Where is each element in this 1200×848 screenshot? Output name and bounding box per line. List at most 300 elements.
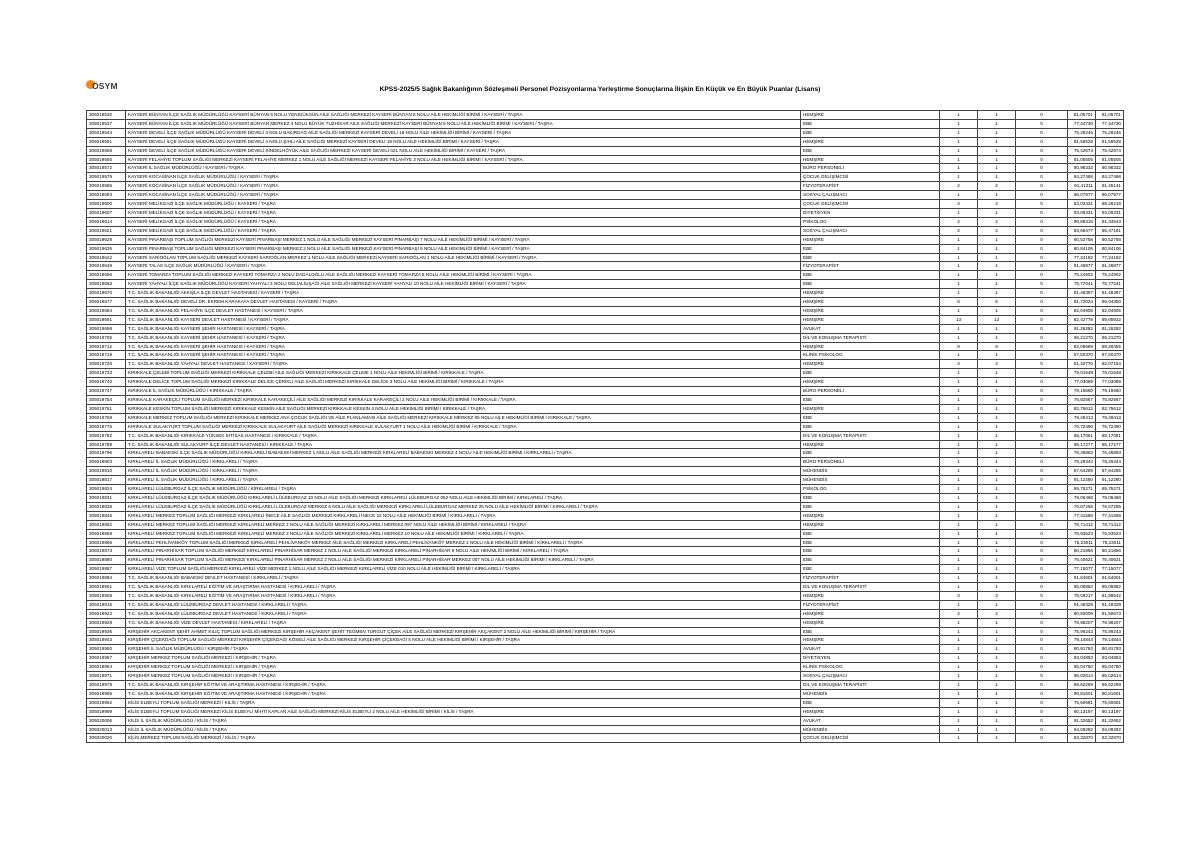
placed-cell: 1 — [978, 306, 1016, 315]
placed-cell: 1 — [978, 119, 1016, 128]
min-score-cell: 75,23011 — [1068, 538, 1096, 547]
max-score-cell: 75,60681 — [1096, 698, 1124, 707]
quota-cell: 1 — [940, 618, 978, 627]
institution-cell: KIRŞEHİR MERKEZ TOPLUM SAĞLIĞI MERKEZİ / KIRŞEHİR / TAŞRA — [126, 663, 801, 672]
title-cell: SOSYAL ÇALIŞMACI — [801, 191, 940, 200]
max-score-cell: 77,44730 — [1096, 119, 1124, 128]
table-row — [87, 369, 1124, 378]
placed-cell: 1 — [978, 396, 1016, 405]
max-score-cell: 91,64601 — [1096, 574, 1124, 583]
table-row — [87, 262, 1124, 271]
quota-cell: 1 — [940, 663, 978, 672]
placed-cell: 1 — [978, 111, 1016, 120]
institution-cell: KİLİS İL SAĞLIK MÜDÜRLÜĞÜ / KİLİS / TAŞRA — [126, 725, 801, 734]
min-score-cell: 89,62299 — [1068, 681, 1096, 690]
title-cell: EBE — [801, 271, 940, 280]
vacant-cell: 0 — [1016, 600, 1068, 609]
vacant-cell: 0 — [1016, 583, 1068, 592]
institution-cell: T.C. SAĞLIK BAKANLIĞI FELAHİYE İLÇE DEVLET HASTANESİ / KAYSERİ / TAŞRA — [126, 306, 801, 315]
position-code: 305019971 — [87, 672, 126, 681]
min-score-cell: 78,29344 — [1068, 458, 1096, 467]
institution-cell: KIRŞEHİR ÇİÇEKDAĞI TOPLUM SAĞLIĞI MERKEZİ KIRŞEHİR ÇİÇEKDAĞI KÖSELİ AİLE SAĞLIĞI MERKEZİ KIRŞEHİR ÇİÇEKDAĞI 5 NOLU AİLE HEKİMLİĞİ BİRİMİ / KIRŞEHİR / TAŞRA — [126, 636, 801, 645]
quota-cell: 1 — [940, 404, 978, 413]
min-score-cell: 80,52758 — [1068, 235, 1096, 244]
title-cell: EBE — [801, 449, 940, 458]
table-row — [87, 404, 1124, 413]
min-score-cell: 76,46863 — [1068, 449, 1096, 458]
title-cell: EBE — [801, 698, 940, 707]
title-cell: DİL VE KONUŞMA TERAPİSTİ — [801, 333, 940, 342]
position-code: 305019992 — [87, 698, 126, 707]
quota-cell: 1 — [940, 369, 978, 378]
institution-cell: T.C. SAĞLIK BAKANLIĞI KAYSERİ ŞEHİR HASTANESİ / KAYSERİ / TAŞRA — [126, 333, 801, 342]
placed-cell: 1 — [978, 681, 1016, 690]
position-code: 305019600 — [87, 200, 126, 209]
table-row — [87, 556, 1124, 565]
quota-cell: 1 — [940, 502, 978, 511]
quota-cell: 13 — [940, 315, 978, 324]
position-code: 305019873 — [87, 547, 126, 556]
placed-cell: 1 — [978, 404, 1016, 413]
vacant-cell: 0 — [1016, 155, 1068, 164]
quota-cell: 1 — [940, 574, 978, 583]
position-code: 305019579 — [87, 173, 126, 182]
placed-cell: 1 — [978, 618, 1016, 627]
min-score-cell: 91,64601 — [1068, 574, 1096, 583]
min-score-cell: 81,58528 — [1068, 137, 1096, 146]
institution-cell: KIRKLARELİ MERKEZ TOPLUM SAĞLIĞI MERKEZİ KIRKLARELİ MERKEZ 2 NOLU AİLE SAĞLIĞI MERKEZİ KIRKLARELİ MERKEZ 097 NOLU AİLE HEKİMLİĞİ BİRİMİ / KIRKLARELİ / TAŞRA — [126, 520, 801, 529]
title-cell: HEMŞİRE — [801, 707, 940, 716]
title-cell: DİL VE KONUŞMA TERAPİSTİ — [801, 583, 940, 592]
max-score-cell: 90,81601 — [1096, 689, 1124, 698]
min-score-cell: 80,84106 — [1068, 244, 1096, 253]
max-score-cell: 91,26282 — [1096, 324, 1124, 333]
institution-cell: KIRKLARELİ PEHLİVANKÖY TOPLUM SAĞLIĞI MERKEZİ KIRKLARELİ PEHLİVANKÖY MERKEZ AİLE SAĞLIĞI MERKEZİ KIRKLARELİ PEHLİVANKÖY MERKEZ 1 NOLU AİLE HEKİMLİĞİ BİRİMİ / KIRKLARELİ / TAŞRA — [126, 538, 801, 547]
placed-cell: 1 — [978, 672, 1016, 681]
min-score-cell: 75,28246 — [1068, 128, 1096, 137]
vacant-cell: 0 — [1016, 591, 1068, 600]
table-row — [87, 324, 1124, 333]
vacant-cell: 0 — [1016, 351, 1068, 360]
title-cell: DİYETİSYEN — [801, 208, 940, 217]
quota-cell: 1 — [940, 681, 978, 690]
position-code: 305019922 — [87, 609, 126, 618]
vacant-cell: 0 — [1016, 413, 1068, 422]
placed-cell: 1 — [978, 208, 1016, 217]
title-cell: EBE — [801, 253, 940, 262]
quota-cell: 1 — [940, 493, 978, 502]
position-code: 305019824 — [87, 485, 126, 494]
min-score-cell: 83,03431 — [1068, 200, 1096, 209]
position-code: 305019698 — [87, 324, 126, 333]
quota-cell: 1 — [940, 485, 978, 494]
title-cell: EBE — [801, 538, 940, 547]
institution-cell: KIRIKKALE KARAKEÇİLİ TOPLUM SAĞLIĞI MERKEZİ KIRIKKALE KARAKEÇİLİ AİLE SAĞLIĞI MERKEZİ KIRIKKALE KARAKEÇİLİ 2 NOLU AİLE HEKİMLİĞİ BİRİMİ / KIRIKKALE / TAŞRA — [126, 396, 801, 405]
vacant-cell: 0 — [1016, 493, 1068, 502]
placed-cell: 1 — [978, 574, 1016, 583]
position-code: 305019957 — [87, 654, 126, 663]
max-score-cell: 85,17277 — [1096, 440, 1124, 449]
max-score-cell: 80,21856 — [1096, 547, 1124, 556]
table-row — [87, 378, 1124, 387]
title-cell: MÜHENDİS — [801, 476, 940, 485]
title-cell: EBE — [801, 119, 940, 128]
institution-cell: KIRKLARELİ BABAESKİ İLÇE SAĞLIK MÜDÜRLÜĞÜ KIRKLARELİ BABAESKİ MERKEZ 1 NOLU AİLE SAĞLIĞI MERKEZİ KIRKLARELİ BABAESKİ MERKEZ 4 NOLU AİLE HEKİMLİĞİ BİRİMİ / KIRKLARELİ / TAŞRA — [126, 449, 801, 458]
vacant-cell: 0 — [1016, 431, 1068, 440]
min-score-cell: 75,24902 — [1068, 271, 1096, 280]
title-cell: MÜHENDİS — [801, 689, 940, 698]
quota-cell: 1 — [940, 556, 978, 565]
position-code: 305019852 — [87, 520, 126, 529]
vacant-cell: 0 — [1016, 627, 1068, 636]
min-score-cell: 75,42674 — [1068, 146, 1096, 155]
quota-cell: 1 — [940, 119, 978, 128]
quota-cell: 1 — [940, 289, 978, 298]
table-row — [87, 458, 1124, 467]
title-cell: SOSYAL ÇALIŞMACI — [801, 226, 940, 235]
table-row — [87, 244, 1124, 253]
table-row — [87, 681, 1124, 690]
max-score-cell: 87,50370 — [1096, 351, 1124, 360]
quota-cell: 1 — [940, 627, 978, 636]
institution-cell: KIRKLARELİ LÜLEBURGAZ İLÇE SAĞLIK MÜDÜRLÜĞÜ KIRKLARELİ LÜLEBURGAZ MERKEZ 6 NOLU AİLE SAĞLIĞI MERKEZİ KIRKLARELİ LÜLEBURGAZ MERKEZ 25 NOLU AİLE HEKİMLİĞİ BİRİMİ / KIRKLARELİ / TAŞRA — [126, 502, 801, 511]
title-cell: EBE — [801, 565, 940, 574]
institution-cell: KIRŞEHİR İL SAĞLIK MÜDÜRLÜĞÜ / KIRŞEHİR / TAŞRA — [126, 645, 801, 654]
placed-cell: 13 — [978, 315, 1016, 324]
quota-cell: 1 — [940, 191, 978, 200]
placed-cell: 1 — [978, 146, 1016, 155]
institution-cell: KIRIKKALE İL SAĞLIK MÜDÜRLÜĞÜ / KIRIKKALE / TAŞRA — [126, 387, 801, 396]
quota-cell: 5 — [940, 298, 978, 307]
position-code: 305019810 — [87, 467, 126, 476]
min-score-cell: 81,05505 — [1068, 155, 1096, 164]
title-cell: EBE — [801, 244, 940, 253]
position-code: 305019607 — [87, 208, 126, 217]
placed-cell: 1 — [978, 137, 1016, 146]
position-code: 305019929 — [87, 618, 126, 627]
vacant-cell: 0 — [1016, 182, 1068, 191]
position-code: 305019593 — [87, 191, 126, 200]
institution-cell: KIRIKKALE SULAKYURT TOPLUM SAĞLIĞI MERKEZİ KIRIKKALE SULAKYURT AİLE SAĞLIĞI MERKEZİ KIRIKKALE SULAKYURT 1 NOLU AİLE HEKİMLİĞİ BİRİMİ / KIRIKKALE / TAŞRA — [126, 422, 801, 431]
placed-cell: 1 — [978, 663, 1016, 672]
max-score-cell: 78,71412 — [1096, 520, 1124, 529]
position-code: 305019733 — [87, 369, 126, 378]
vacant-cell: 0 — [1016, 698, 1068, 707]
institution-cell: KAYSERİ TALAS İLÇE SAĞLIK MÜDÜRLÜĞÜ / KAYSERİ / TAŞRA — [126, 262, 801, 271]
min-score-cell: 79,01548 — [1068, 369, 1096, 378]
min-score-cell: 90,81601 — [1068, 689, 1096, 698]
vacant-cell: 0 — [1016, 520, 1068, 529]
min-score-cell: 89,75271 — [1068, 485, 1096, 494]
institution-cell: KIRIKKALE ÇELEBİ TOPLUM SAĞLIĞI MERKEZİ KIRIKKALE ÇELEBİ AİLE SAĞLIĞI MERKEZİ KIRIKKALE ÇELEBİ 1 NOLU AİLE HEKİMLİĞİ BİRİMİ / KIRIKKALE / TAŞRA — [126, 369, 801, 378]
title-cell: EBE — [801, 502, 940, 511]
table-row — [87, 351, 1124, 360]
institution-cell: KAYSERİ KOCASİNAN İLÇE SAĞLIK MÜDÜRLÜĞÜ / KAYSERİ / TAŞRA — [126, 173, 801, 182]
table-row — [87, 164, 1124, 173]
max-score-cell: 79,49413 — [1096, 413, 1124, 422]
position-code: 305020006 — [87, 716, 126, 725]
institution-cell: T.C. SAĞLIK BAKANLIĞI KAYSERİ DEVLET HASTANESİ / KAYSERİ / TAŞRA — [126, 315, 801, 324]
placed-cell: 1 — [978, 413, 1016, 422]
min-score-cell: 80,92009 — [1068, 609, 1096, 618]
min-score-cell: 81,05701 — [1068, 111, 1096, 120]
institution-cell: KAYSERİ DEVELİ İLÇE SAĞLIK MÜDÜRLÜĞÜ KAYSERİ DEVELİ 4 NOLU ŞIHLI AİLE SAĞLIĞI MERKEZİ KAYSERİ DEVELİ 19 NOLU AİLE HEKİMLİĞİ BİRİMİ / KAYSERİ / TAŞRA — [126, 137, 801, 146]
table-row — [87, 511, 1124, 520]
min-score-cell: 80,98332 — [1068, 164, 1096, 173]
institution-cell: KIRŞEHİR MERKEZ TOPLUM SAĞLIĞI MERKEZİ / KIRŞEHİR / TAŞRA — [126, 672, 801, 681]
vacant-cell: 0 — [1016, 289, 1068, 298]
min-score-cell: 85,17081 — [1068, 431, 1096, 440]
vacant-cell: 0 — [1016, 378, 1068, 387]
min-score-cell: 79,06468 — [1068, 493, 1096, 502]
placed-cell: 2 — [978, 609, 1016, 618]
table-row — [87, 217, 1124, 226]
title-cell: HEMŞİRE — [801, 591, 940, 600]
title-cell: HEMŞİRE — [801, 342, 940, 351]
table-row — [87, 734, 1124, 743]
max-score-cell: 76,40621 — [1096, 556, 1124, 565]
placed-cell: 1 — [978, 520, 1016, 529]
institution-cell: T.C. SAĞLIK BAKANLIĞI KIRŞEHİR EĞİTİM VE ARAŞTIRMA HASTANESİ / KIRŞEHİR / TAŞRA — [126, 689, 801, 698]
max-score-cell: 81,99542 — [1096, 591, 1124, 600]
quota-cell: 1 — [940, 538, 978, 547]
position-code: 305019754 — [87, 396, 126, 405]
placed-cell: 1 — [978, 698, 1016, 707]
vacant-cell: 0 — [1016, 324, 1068, 333]
quota-cell: 1 — [940, 672, 978, 681]
vacant-cell: 0 — [1016, 128, 1068, 137]
quota-cell: 1 — [940, 449, 978, 458]
position-code: 305019859 — [87, 529, 126, 538]
placed-cell: 1 — [978, 476, 1016, 485]
max-score-cell: 78,29344 — [1096, 458, 1124, 467]
placed-cell: 1 — [978, 538, 1016, 547]
quota-cell: 1 — [940, 235, 978, 244]
vacant-cell: 0 — [1016, 333, 1068, 342]
position-code: 305019887 — [87, 565, 126, 574]
min-score-cell: 78,09217 — [1068, 591, 1096, 600]
vacant-cell: 0 — [1016, 547, 1068, 556]
title-cell: HEMŞİRE — [801, 618, 940, 627]
table-row — [87, 689, 1124, 698]
max-score-cell: 78,98207 — [1096, 618, 1124, 627]
vacant-cell: 0 — [1016, 449, 1068, 458]
institution-cell: KIRKLARELİ PINARHİSAR TOPLUM SAĞLIĞI MERKEZİ KIRKLARELİ PINARHİSAR MERKEZ 2 NOLU AİLE SAĞLIĞI MERKEZİ KIRKLARELİ PINARHİSAR MERKEZ 007 NOLU AİLE HEKİMLİĞİ BİRİMİ / KIRKLARELİ / TAŞRA — [126, 556, 801, 565]
max-score-cell: 76,67255 — [1096, 502, 1124, 511]
placed-cell: 1 — [978, 164, 1016, 173]
table-row — [87, 627, 1124, 636]
position-code: 305019866 — [87, 538, 126, 547]
position-code: 305019761 — [87, 404, 126, 413]
table-row — [87, 663, 1124, 672]
placed-cell: 4 — [978, 360, 1016, 369]
vacant-cell: 0 — [1016, 645, 1068, 654]
position-code: 305020020 — [87, 734, 126, 743]
quota-cell: 1 — [940, 689, 978, 698]
table-row — [87, 119, 1124, 128]
table-row — [87, 467, 1124, 476]
table-row — [87, 672, 1124, 681]
max-score-cell: 75,23011 — [1096, 538, 1124, 547]
table-row — [87, 387, 1124, 396]
min-score-cell: 90,88315 — [1068, 217, 1096, 226]
max-score-cell: 87,64265 — [1096, 467, 1124, 476]
title-cell: BÜRO PERSONELİ — [801, 164, 940, 173]
max-score-cell: 77,41589 — [1096, 511, 1124, 520]
position-code: 305019894 — [87, 574, 126, 583]
placed-cell: 1 — [978, 155, 1016, 164]
position-code: 305019614 — [87, 217, 126, 226]
min-score-cell: 79,16660 — [1068, 387, 1096, 396]
title-cell: HEMŞİRE — [801, 636, 940, 645]
min-score-cell: 85,04780 — [1068, 663, 1096, 672]
min-score-cell: 81,46397 — [1068, 289, 1096, 298]
title-cell: KLİNİK PSİKOLOG — [801, 351, 940, 360]
vacant-cell: 0 — [1016, 609, 1068, 618]
placed-cell: 5 — [978, 298, 1016, 307]
position-code: 305019705 — [87, 333, 126, 342]
table-row — [87, 707, 1124, 716]
min-score-cell: 81,42770 — [1068, 360, 1096, 369]
max-score-cell: 76,93523 — [1096, 529, 1124, 538]
max-score-cell: 91,32652 — [1096, 716, 1124, 725]
title-cell: FİZYOTERAPİST — [801, 262, 940, 271]
table-row — [87, 591, 1124, 600]
max-score-cell: 89,28455 — [1096, 342, 1124, 351]
placed-cell: 1 — [978, 378, 1016, 387]
table-row — [87, 413, 1124, 422]
results-table — [86, 110, 1124, 743]
vacant-cell: 0 — [1016, 235, 1068, 244]
position-code: 305019712 — [87, 342, 126, 351]
title-cell: HEMŞİRE — [801, 440, 940, 449]
placed-cell: 1 — [978, 627, 1016, 636]
placed-cell: 1 — [978, 128, 1016, 137]
table-row — [87, 271, 1124, 280]
table-row — [87, 600, 1124, 609]
institution-cell: KAYSERİ BÜNYAN İLÇE SAĞLIK MÜDÜRLÜĞÜ KAYSERİ BÜNYAN 5 NOLU YENİGÜKSÜN AİLE SAĞLIĞI MERKEZİ KAYSERİ BÜNYAN 8 NOLU AİLE HEKİMLİĞİ BİRİMİ / KAYSERİ / TAŞRA — [126, 111, 801, 120]
min-score-cell: 91,46877 — [1068, 262, 1096, 271]
table-row — [87, 485, 1124, 494]
institution-cell: KIRKLARELİ MERKEZ TOPLUM SAĞLIĞI MERKEZİ KIRKLARELİ İNECE AİLE SAĞLIĞI MERKEZİ KIRKLARELİ İNECE 22 NOLU AİLE HEKİMLİĞİ BİRİMİ / KIRKLARELİ / TAŞRA — [126, 511, 801, 520]
table-row — [87, 173, 1124, 182]
quota-cell: 1 — [940, 155, 978, 164]
title-cell: EBE — [801, 128, 940, 137]
max-score-cell: 79,14844 — [1096, 636, 1124, 645]
title-cell: AVUKAT — [801, 645, 940, 654]
position-code: 305019537 — [87, 119, 126, 128]
vacant-cell: 0 — [1016, 574, 1068, 583]
vacant-cell: 0 — [1016, 119, 1068, 128]
table-row — [87, 226, 1124, 235]
min-score-cell: 77,03089 — [1068, 378, 1096, 387]
institution-cell: KAYSERİ MELİKGAZİ İLÇE SAĞLIK MÜDÜRLÜĞÜ / KAYSERİ / TAŞRA — [126, 208, 801, 217]
vacant-cell: 0 — [1016, 253, 1068, 262]
quota-cell: 1 — [940, 173, 978, 182]
vacant-cell: 0 — [1016, 734, 1068, 743]
position-code: 305019621 — [87, 226, 126, 235]
position-code: 305019845 — [87, 511, 126, 520]
institution-cell: KAYSERİ TOMARZA TOPLUM SAĞLIĞI MERKEZİ KAYSERİ TOMARZA 2 NOLU DADALOĞLU AİLE SAĞLIĞI MERKEZİ KAYSERİ TOMARZA 8 NOLU AİLE HEKİMLİĞİ BİRİMİ / KAYSERİ / TAŞRA — [126, 271, 801, 280]
max-score-cell: 93,04853 — [1096, 654, 1124, 663]
quota-cell: 4 — [940, 200, 978, 209]
title-cell: HEMŞİRE — [801, 511, 940, 520]
min-score-cell: 79,14844 — [1068, 636, 1096, 645]
placed-cell: 2 — [978, 226, 1016, 235]
max-score-cell: 76,46863 — [1096, 449, 1124, 458]
placed-cell: 1 — [978, 253, 1016, 262]
min-score-cell: 85,06882 — [1068, 583, 1096, 592]
max-score-cell: 79,16660 — [1096, 387, 1124, 396]
position-code: 305019635 — [87, 244, 126, 253]
min-score-cell: 75,77041 — [1068, 280, 1096, 289]
vacant-cell: 0 — [1016, 565, 1068, 574]
max-score-cell: 89,65922 — [1096, 315, 1124, 324]
table-row — [87, 645, 1124, 654]
institution-cell: KIRKLARELİ PINARHİSAR TOPLUM SAĞLIĞI MERKEZİ KIRKLARELİ PINARHİSAR MERKEZ 1 NOLU AİLE SAĞLIĞI MERKEZİ KIRKLARELİ PINARHİSAR 6 NOLU AİLE HEKİMLİĞİ BİRİMİ / KIRKLARELİ / TAŞRA — [126, 547, 801, 556]
vacant-cell: 0 — [1016, 271, 1068, 280]
table-row — [87, 547, 1124, 556]
institution-cell: T.C. SAĞLIK BAKANLIĞI DEVELİ DR. EKREM KARAKAYA DEVLET HASTANESİ / KAYSERİ / TAŞRA — [126, 298, 801, 307]
institution-cell: KIRIKKALE KESKİN TOPLUM SAĞLIĞI MERKEZİ KIRIKKALE KESKİN AİLE SAĞLIĞI MERKEZİ KIRIKKALE KESKİN 4 NOLU AİLE HEKİMLİĞİ BİRİMİ / KIRIKKALE / TAŞRA — [126, 404, 801, 413]
table-row — [87, 333, 1124, 342]
title-cell: EBE — [801, 146, 940, 155]
vacant-cell: 0 — [1016, 396, 1068, 405]
title-cell: EBE — [801, 627, 940, 636]
quota-cell: 1 — [940, 520, 978, 529]
institution-cell: KIRKLARELİ LÜLEBURGAZ İLÇE SAĞLIK MÜDÜRLÜĞÜ / KIRKLARELİ / TAŞRA — [126, 485, 801, 494]
placed-cell: 1 — [978, 583, 1016, 592]
max-score-cell: 81,50673 — [1096, 609, 1124, 618]
position-code: 305019684 — [87, 306, 126, 315]
quota-cell: 1 — [940, 164, 978, 173]
placed-cell: 1 — [978, 493, 1016, 502]
institution-cell: KAYSERİ SARIOĞLAN TOPLUM SAĞLIĞI MERKEZİ KAYSERİ SARIOĞLAN MERKEZ 1 NOLU AİLE SAĞLIĞI MERKEZİ KAYSERİ SARIOĞLAN 1 NOLU AİLE HEKİMLİĞİ BİRİMİ / KAYSERİ / TAŞRA — [126, 253, 801, 262]
placed-cell: 1 — [978, 654, 1016, 663]
institution-cell: KAYSERİ MELİKGAZİ İLÇE SAĞLIK MÜDÜRLÜĞÜ / KAYSERİ / TAŞRA — [126, 226, 801, 235]
table-row — [87, 493, 1124, 502]
table-row — [87, 200, 1124, 209]
vacant-cell: 0 — [1016, 511, 1068, 520]
placed-cell: 1 — [978, 689, 1016, 698]
title-cell: HEMŞİRE — [801, 378, 940, 387]
placed-cell: 1 — [978, 467, 1016, 476]
table-row — [87, 280, 1124, 289]
title-cell: BÜRO PERSONELİ — [801, 458, 940, 467]
position-code: 305019628 — [87, 235, 126, 244]
vacant-cell: 0 — [1016, 556, 1068, 565]
max-score-cell: 88,26218 — [1096, 200, 1124, 209]
position-code: 305019803 — [87, 458, 126, 467]
title-cell: FİZYOTERAPİST — [801, 600, 940, 609]
institution-cell: T.C. SAĞLIK BAKANLIĞI KIRIKKALE YÜKSEK İHTİSAS HASTANESİ / KIRIKKALE / TAŞRA — [126, 431, 801, 440]
table-row — [87, 440, 1124, 449]
vacant-cell: 0 — [1016, 716, 1068, 725]
institution-cell: KAYSERİ FELAHİYE TOPLUM SAĞLIĞI MERKEZİ KAYSERİ FELAHİYE MERKEZ 1 NOLU AİLE SAĞLIĞI MERKEZİ KAYSERİ FELAHİYE 3 NOLU AİLE HEKİMLİĞİ BİRİMİ / KAYSERİ / TAŞRA — [126, 155, 801, 164]
placed-cell: 1 — [978, 351, 1016, 360]
max-score-cell: 80,98332 — [1096, 164, 1124, 173]
vacant-cell: 0 — [1016, 315, 1068, 324]
position-code: 305020013 — [87, 725, 126, 734]
max-score-cell: 86,02614 — [1096, 672, 1124, 681]
position-code: 305019880 — [87, 556, 126, 565]
placed-cell: 1 — [978, 645, 1016, 654]
institution-cell: KIRIKKALE DELİCE TOPLUM SAĞLIĞI MERKEZİ KIRIKKALE DELİCE ÇERİKLİ AİLE SAĞLIĞI MERKEZİ KIRIKKALE DELİCE 3 NOLU AİLE HEKİMLİĞİ BİRİMİ / KIRIKKALE / TAŞRA — [126, 378, 801, 387]
title-cell: EBE — [801, 493, 940, 502]
max-score-cell: 81,05505 — [1096, 155, 1124, 164]
placed-cell: 4 — [978, 200, 1016, 209]
position-code: 305019943 — [87, 636, 126, 645]
